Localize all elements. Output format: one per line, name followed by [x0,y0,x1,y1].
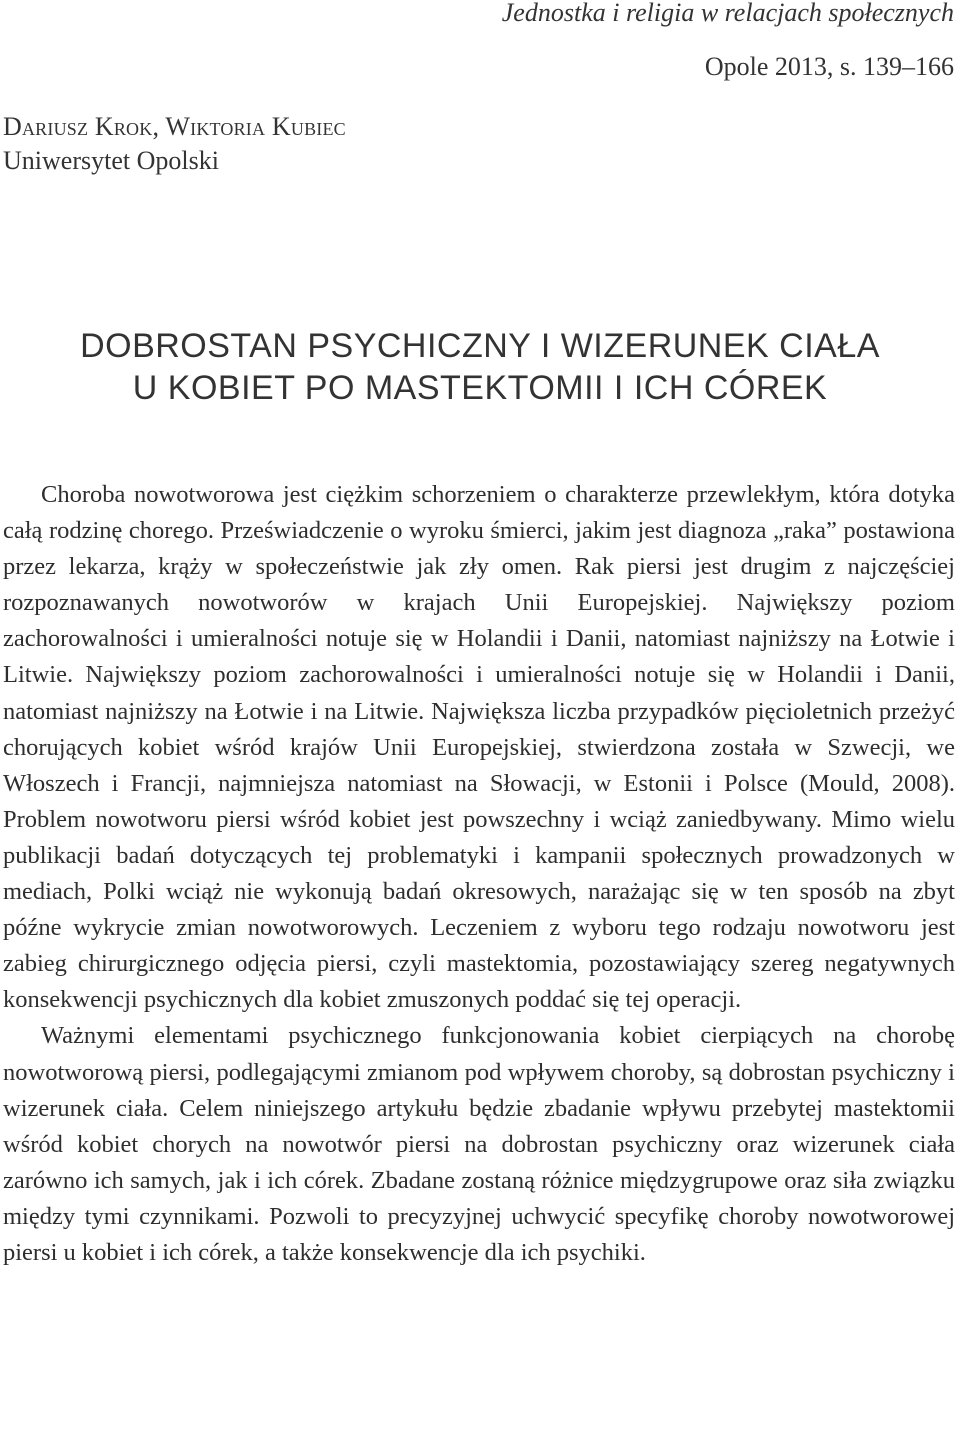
article-body [3,477,955,1271]
author-names: Dariusz Krok, Wiktoria Kubiec [3,112,346,141]
series-title: Jednostka i religia w relacjach społecznych [501,0,954,27]
paragraph: Choroba nowotworowa jest ciężkim schorzeniem o charakterze przewlekłym, która dotyka całą rodzinę chorego. Przeświadczenie o wyroku śmierci, jakim jest diagnoza „raka” postawiona przez lekarza, krąży w społeczeństwie jak zły omen. Rak piersi jest drugim z najczęściej rozpoznawanych nowotworów w krajach Unii Europejskiej. Największy poziom zachorowalności i umieralności notuje się w Holandii i Danii, natomiast najniższy na Łotwie i Litwie. Największy poziom zachorowalności i umieralności notuje się w Holandii i Danii, natomiast najniższy na Łotwie i na Litwie. Największa liczba przypadków pięcioletnich przeżyć chorujących kobiet wśród krajów Unii Europejskiej, stwierdzona została w Szwecji, we Włoszech i Francji, najmniejsza natomiast na Słowacji, w Estonii i Polsce (Mould, 2008). Problem nowotworu piersi wśród kobiet jest powszechny i wciąż zaniedbywany. Mimo wielu publikacji badań dotyczących tej problematyki i kampanii społecznych prowadzonych w mediach, Polki wciąż nie wykonują badań okresowych, narażając się w ten sposób na zbyt późne wykrycie zmian nowotworowych. Leczeniem z wyboru tego rodzaju nowotworu jest zabieg chirurgicznego odjęcia piersi, czyli mastektomia, pozostawiający szereg negatywnych konsekwencji psychicznych dla kobiet zmuszonych poddać się tej operacji. [3,481,955,1014]
article-title [0,325,960,409]
paragraph: Ważnymi elementami psychicznego funkcjonowania kobiet cierpiących na chorobę nowotworową piersi, podlegającymi zmianom pod wpływem choroby, są dobrostan psychiczny i wizerunek ciała. Celem niniejszego artykułu będzie zbadanie wpływu przebytej mastektomii wśród kobiet chorych na nowotwór piersi na dobrostan psychiczny oraz wizerunek ciała zarówno ich samych, jak i ich córek. Zbadane zostaną różnice międzygrupowe oraz siła związku między tymi czynnikami. Pozwoli to precyzyjnej uchwycić specyfikę choroby nowotworowej piersi u kobiet i ich córek, a także konsekwencje dla ich psychiki. [3,1022,955,1266]
publication-pages: Opole 2013, s. 139–166 [704,52,954,81]
article-title-line-2: U KOBIET PO MASTEKTOMII I ICH CÓREK [132,369,828,407]
author-block [3,110,346,178]
article-title-line-1: DOBROSTAN PSYCHICZNY I WIZERUNEK CIAŁA [80,327,880,365]
author-affiliation: Uniwersytet Opolski [3,146,219,175]
